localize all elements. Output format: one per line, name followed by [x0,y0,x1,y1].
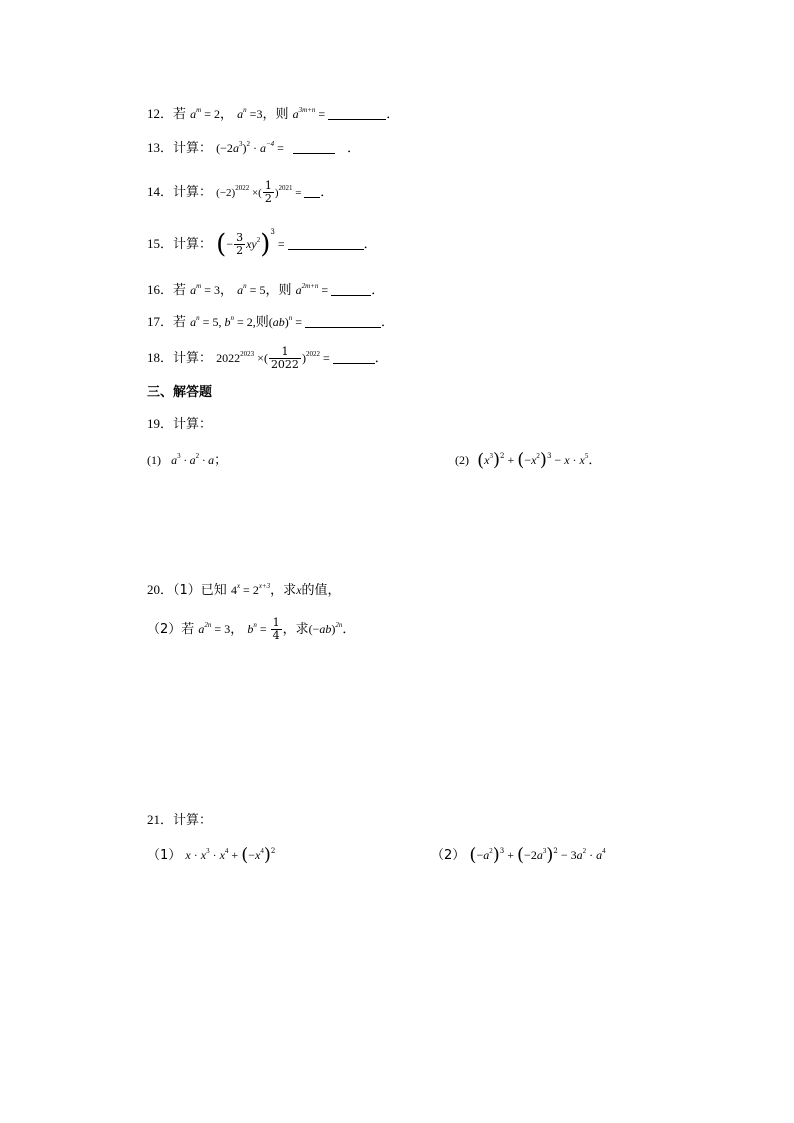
question-19: 19．计算： [147,416,213,432]
question-19-part-2: (2) $(x^3)^2 + (-x^2)^3 - x \cdot x^5$． [455,449,602,471]
question-19-part-1: (1) $a^3 \cdot a^2 \cdot a$； [147,452,228,468]
question-20-part-2: （2）若 $a^{2n} = 3$， $b^n$ = $\frac{1}{4}$ ，求$(-ab)^{2n}$． [147,616,356,642]
question-17: 17．若 $a^n = 5$, $b^n = 2$,则(ab)$^n$ = ． [147,314,395,330]
question-20-part-1: 20．（1）已知 $4^x = 2^{x+3}$，求x的值， [147,582,341,598]
answer-blank-14[interactable] [304,185,320,198]
question-16: 16．若 $a^m = 3$， $a^n = 5$，则 $a^{2m+n}$ = ． [147,282,385,298]
answer-blank-16[interactable] [331,283,371,296]
question-21: 21．计算： [147,812,213,828]
question-15: 15．计算： (− $\frac{3}{2}$ $xy^2)^3$ = ． [147,228,377,260]
section-heading: 三、解答题 [147,385,213,400]
answer-blank-17[interactable] [305,315,381,328]
answer-blank-15[interactable] [288,237,364,250]
answer-blank-12[interactable] [328,107,386,120]
answer-blank-18[interactable] [333,351,375,364]
question-21-part-1: （1） $x \cdot x^3 \cdot x^4 + (-x^4)^2$ [147,844,276,866]
question-21-part-2: （2） $(-a^2)^3 + (-2a^3)^2 - 3a^2 \cdot a^4$ [431,844,606,866]
question-18: 18．计算： $2022^{2023}$ ×( $\frac{1}{2022}$ )$^{2022}$ = ． [147,345,388,371]
question-14: 14．计算： $(-2)^{2022}$ ×( $\frac{1}{2}$ )$^{2021}$ = ． [147,179,334,205]
question-13: 13．计算： $(-2a^3)^2 \cdot a^{-4}$ = ． [147,140,361,156]
answer-blank-13[interactable] [293,141,335,154]
question-12: 12．若 $a^m = 2$， $a^n =3$，则 $a^{3m+n}$ = ． [147,106,400,122]
